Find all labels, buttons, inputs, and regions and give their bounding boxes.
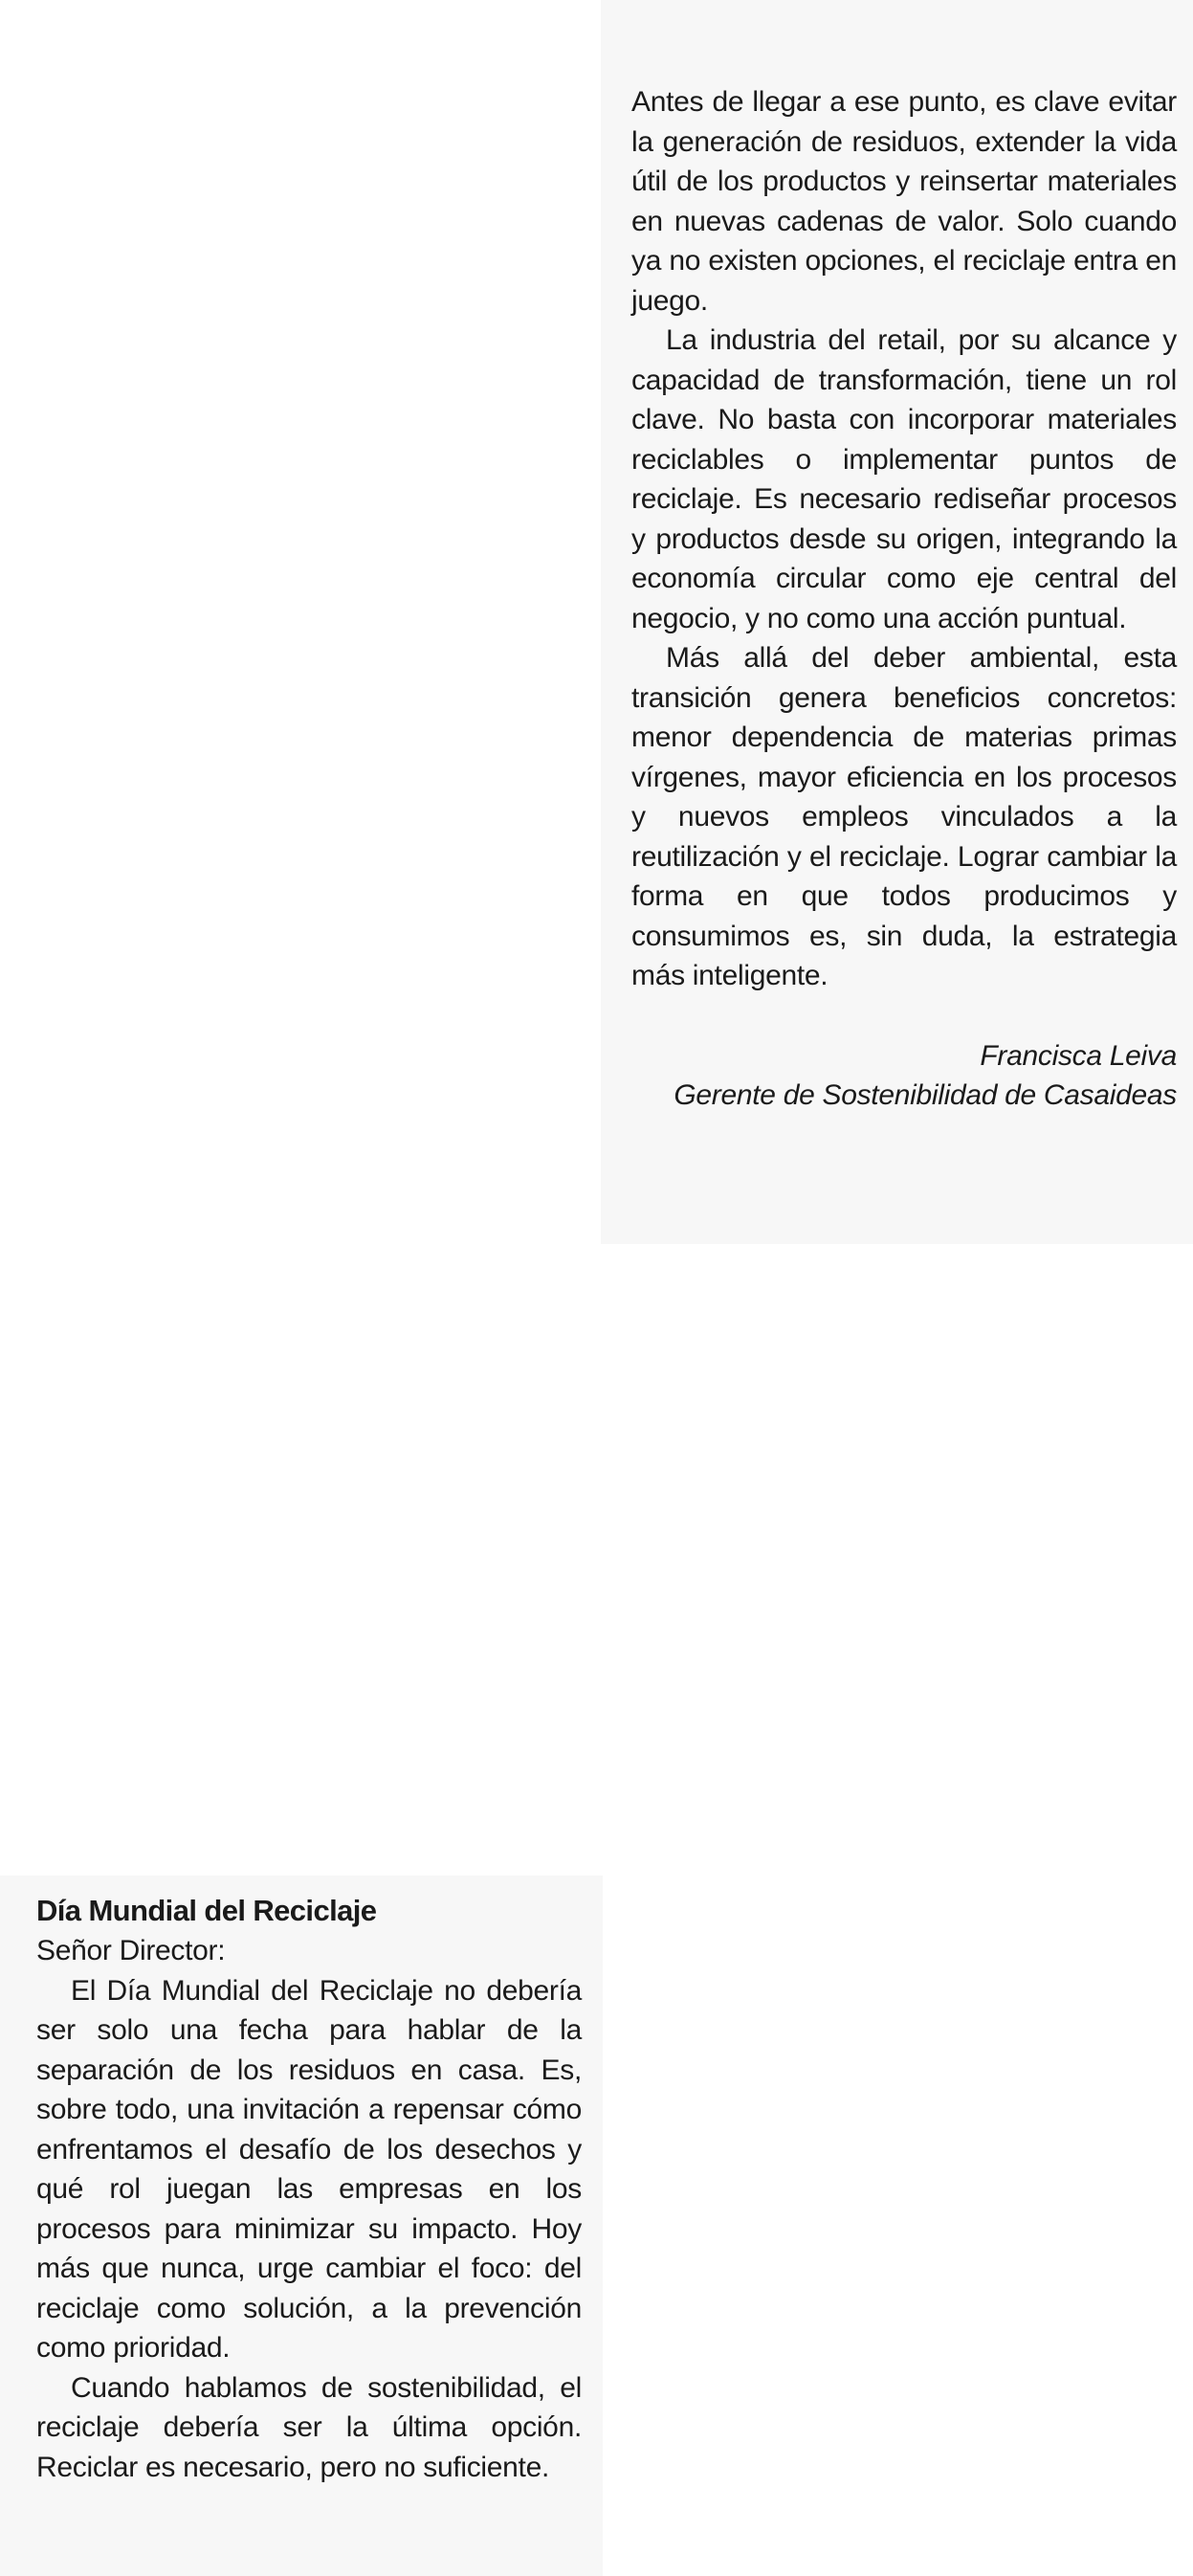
letter-paragraph-1: El Día Mundial del Reciclaje no debería ser solo una fecha para hablar de la separación de los residuos en casa. Es, sobre todo, una invitación a repensar cómo enfrentamos el desafío de los desechos y qué rol juegan las empresas en los procesos para minimizar su impacto. Hoy más que nunca, urge cambiar el foco: del reciclaje como solución, a la prevención como prioridad. <box>36 1974 582 2364</box>
letter-paragraph-2: Cuando hablamos de sostenibilidad, el reciclaje debería ser la última opción. Reciclar es necesario, pero no suficiente. <box>36 2371 582 2483</box>
body-paragraph-2: La industria del retail, por su alcance y capacidad de transformación, tiene un rol clave. No basta con incorporar materiales reciclables o implementar puntos de reciclaje. Es necesario rediseñar procesos y productos desde su origen, integrando la economía circular como eje central del negocio, y no como una acción puntual. <box>631 324 1177 634</box>
author-name: Francisca Leiva <box>980 1039 1177 1072</box>
salutation: Señor Director: <box>36 1935 226 1966</box>
letter-title: Día Mundial del Reciclaje <box>36 1894 377 1927</box>
body-paragraph-3: Más allá del deber ambiental, esta transición genera beneficios concretos: menor dependencia de materias primas vírgenes, mayor eficiencia en los procesos y nuevos empleos vinculados a la reutilización y el reciclaje. Lograr cambiar la forma en que todos producimos y consumimos es, sin duda, la estrategia más inteligente. <box>631 642 1177 991</box>
signature-block <box>631 1036 1177 1116</box>
author-role: Gerente de Sostenibilidad de Casaideas <box>674 1079 1177 1111</box>
body-paragraph-1: Antes de llegar a ese punto, es clave evitar la generación de residuos, extender la vida útil de los productos y reinsertar materiales en nuevas cadenas de valor. Solo cuando ya no existen opciones, el reciclaje entra en juego. <box>631 86 1177 317</box>
letter-continuation-column <box>631 82 1177 1116</box>
letter-start-column <box>36 1891 582 2487</box>
